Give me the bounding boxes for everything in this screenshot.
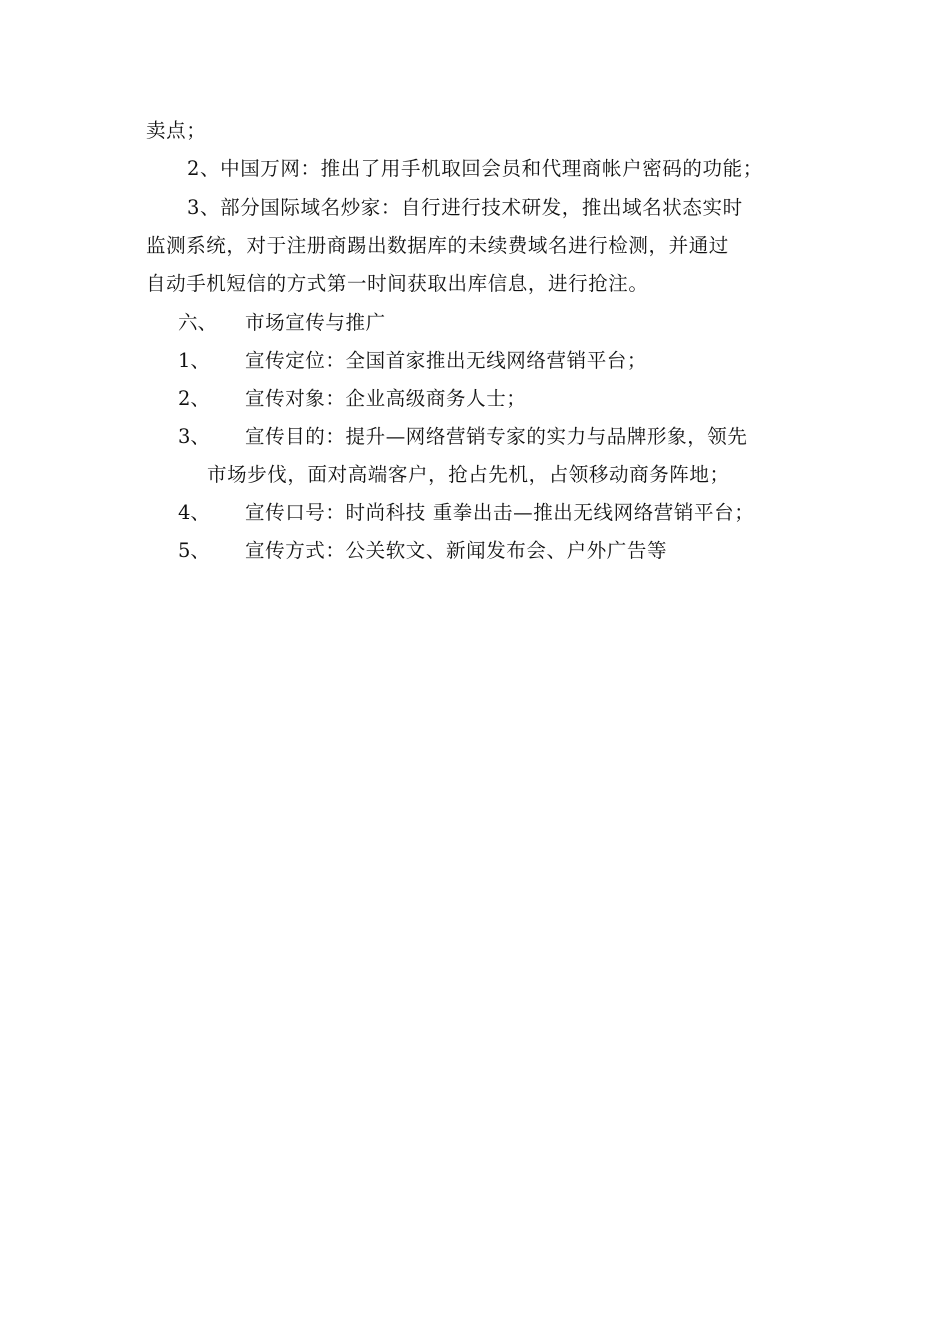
section-six-number: 六、 [178, 311, 218, 334]
item-3-continuation: 市场步伐，面对高端客户，抢占先机，占领移动商务阵地； [207, 463, 730, 486]
item-3-text: 宣传目的：提升—网络营销专家的实力与品牌形象，领先 [245, 425, 748, 448]
item-4-text: 宣传口号：时尚科技 重拳出击—推出无线网络营销平台； [245, 501, 755, 524]
competitor-wanwang: 2、中国万网：推出了用手机取回会员和代理商帐户密码的功能； [187, 157, 763, 180]
item-1-text: 宣传定位：全国首家推出无线网络营销平台； [245, 349, 648, 372]
item-2-number: 2、 [178, 387, 210, 410]
paragraph-continuation: 卖点； [146, 119, 207, 142]
competitor-domain-investors-cont-2: 自动手机短信的方式第一时间获取出库信息，进行抢注。 [146, 272, 649, 295]
competitor-domain-investors: 3、部分国际域名炒家：自行进行技术研发，推出域名状态实时 [187, 196, 743, 219]
competitor-domain-investors-cont-1: 监测系统，对于注册商踢出数据库的未续费域名进行检测，并通过 [146, 234, 729, 257]
item-3-number: 3、 [178, 425, 210, 448]
section-six-title: 市场宣传与推广 [245, 311, 386, 334]
item-4-number: 4、 [178, 501, 210, 524]
item-5-text: 宣传方式：公关软文、新闻发布会、户外广告等 [245, 539, 668, 562]
item-2-text: 宣传对象：企业高级商务人士； [245, 387, 527, 410]
item-5-number: 5、 [178, 539, 210, 562]
item-1-number: 1、 [178, 349, 210, 372]
